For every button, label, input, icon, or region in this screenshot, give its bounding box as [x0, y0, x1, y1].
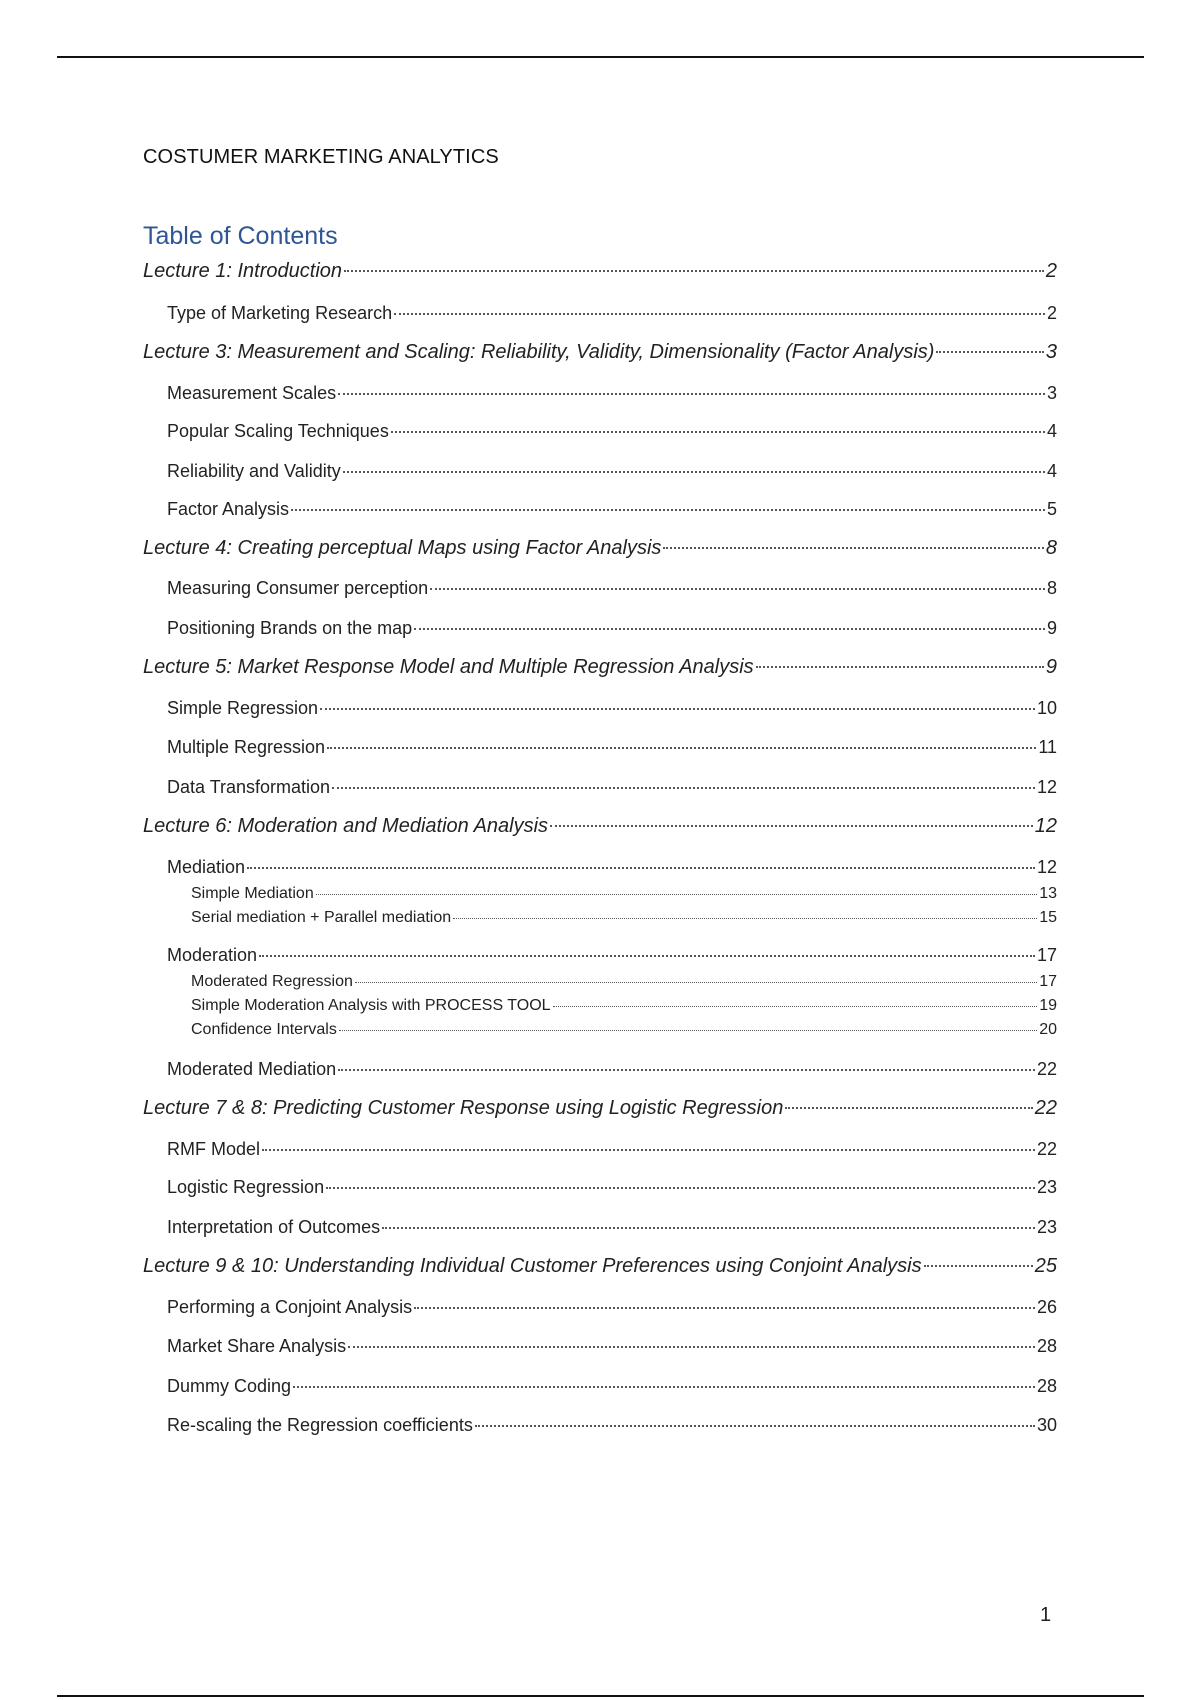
toc-entry-page: 22	[1036, 1059, 1057, 1079]
toc-entry-page: 11	[1038, 737, 1057, 757]
toc-entry-page: 26	[1036, 1297, 1057, 1317]
toc-entry-label: Moderated Regression	[191, 973, 353, 990]
toc-entry[interactable]	[143, 341, 1057, 364]
toc-entry[interactable]	[167, 421, 1057, 442]
toc-entry-page: 25	[1034, 1255, 1057, 1277]
toc-entry-label: Re-scaling the Regression coefficients	[167, 1415, 473, 1435]
dot-leader	[414, 1307, 1035, 1309]
toc-entry[interactable]	[191, 909, 1057, 927]
toc-entry-label: Logistic Regression	[167, 1177, 325, 1197]
toc-entry-label: RMF Model	[167, 1139, 261, 1159]
toc-entry[interactable]	[167, 1297, 1057, 1318]
toc-entry-label: Lecture 7 & 8: Predicting Customer Response using Logistic Regression	[143, 1097, 784, 1119]
toc-entry-label: Market Share Analysis	[167, 1336, 347, 1356]
toc-entry-page: 8	[1046, 578, 1057, 598]
toc-entry-page: 23	[1036, 1177, 1057, 1197]
toc-entry[interactable]	[167, 1217, 1057, 1238]
toc-entry-page: 3	[1045, 341, 1057, 363]
dot-leader	[355, 982, 1037, 983]
dot-leader	[291, 509, 1045, 511]
dot-leader	[550, 825, 1033, 827]
dot-leader	[262, 1149, 1035, 1151]
dot-leader	[475, 1425, 1035, 1427]
toc-entry[interactable]	[143, 1097, 1057, 1120]
toc-entry-label: Performing a Conjoint Analysis	[167, 1297, 413, 1317]
toc-entry-label: Factor Analysis	[167, 499, 290, 519]
toc-entry[interactable]	[143, 815, 1057, 838]
toc-entry-page: 10	[1036, 698, 1057, 718]
toc-entry-label: Moderated Mediation	[167, 1059, 337, 1079]
toc-entry-page: 9	[1045, 656, 1057, 678]
dot-leader	[327, 747, 1036, 749]
toc-entry-label: Lecture 1: Introduction	[143, 260, 343, 282]
toc-entry-page: 15	[1039, 909, 1057, 926]
dot-leader	[348, 1346, 1035, 1348]
toc-entry[interactable]	[167, 945, 1057, 966]
dot-leader	[453, 918, 1037, 919]
toc-entry[interactable]	[167, 618, 1057, 639]
toc-entry[interactable]	[167, 777, 1057, 798]
toc-heading: Table of Contents	[143, 222, 338, 250]
toc-entry-label: Measurement Scales	[167, 383, 337, 403]
dot-leader	[293, 1386, 1035, 1388]
toc-entry-label: Lecture 9 & 10: Understanding Individual Customer Preferences using Conjoint Analysis	[143, 1255, 922, 1277]
toc-entry-label: Type of Marketing Research	[167, 303, 393, 323]
toc-entry-label: Measuring Consumer perception	[167, 578, 429, 598]
bottom-rule	[57, 1695, 1144, 1697]
toc-entry-page: 23	[1036, 1217, 1057, 1237]
toc-entry[interactable]	[167, 303, 1057, 324]
toc-entry-page: 9	[1046, 618, 1057, 638]
toc-entry[interactable]	[143, 260, 1057, 283]
dot-leader	[247, 867, 1035, 869]
toc-entry-page: 5	[1046, 499, 1057, 519]
toc-entry[interactable]	[167, 1336, 1057, 1357]
toc-entry-page: 17	[1036, 945, 1057, 965]
top-rule	[57, 56, 1144, 58]
toc-entry-label: Dummy Coding	[167, 1376, 292, 1396]
toc-entry[interactable]	[143, 1255, 1057, 1278]
toc-entry[interactable]	[167, 578, 1057, 599]
dot-leader	[414, 628, 1045, 630]
toc-entry-page: 12	[1036, 857, 1057, 877]
toc-entry-label: Reliability and Validity	[167, 461, 341, 481]
dot-leader	[663, 547, 1043, 549]
toc-entry-page: 8	[1045, 537, 1057, 559]
toc-entry-page: 2	[1046, 303, 1057, 323]
dot-leader	[344, 270, 1044, 272]
toc-entry-label: Serial mediation + Parallel mediation	[191, 909, 452, 926]
dot-leader	[338, 1069, 1035, 1071]
toc-entry[interactable]	[167, 857, 1057, 878]
toc-entry-label: Simple Moderation Analysis with PROCESS TOOL	[191, 997, 551, 1014]
dot-leader	[316, 894, 1037, 895]
dot-leader	[339, 1030, 1037, 1031]
dot-leader	[430, 588, 1045, 590]
toc-entry-label: Lecture 3: Measurement and Scaling: Reliability, Validity, Dimensionality (Factor Analysis)	[143, 341, 935, 363]
toc-entry[interactable]	[167, 737, 1057, 758]
toc-entry-label: Interpretation of Outcomes	[167, 1217, 381, 1237]
toc-entry-label: Lecture 4: Creating perceptual Maps using Factor Analysis	[143, 537, 662, 559]
toc-entry[interactable]	[167, 1415, 1057, 1436]
toc-entry-page: 20	[1039, 1021, 1057, 1038]
toc-entry-page: 2	[1045, 260, 1057, 282]
dot-leader	[391, 431, 1045, 433]
dot-leader	[320, 708, 1035, 710]
toc-entry-page: 12	[1036, 777, 1057, 797]
toc-entry[interactable]	[167, 1059, 1057, 1080]
dot-leader	[756, 666, 1044, 668]
dot-leader	[394, 313, 1045, 315]
toc-entry-label: Lecture 5: Market Response Model and Multiple Regression Analysis	[143, 656, 754, 678]
toc-entry[interactable]	[191, 885, 1057, 903]
toc-entry-page: 28	[1036, 1376, 1057, 1396]
toc-entry-label: Data Transformation	[167, 777, 331, 797]
toc-entry-label: Simple Mediation	[191, 885, 314, 902]
dot-leader	[326, 1187, 1035, 1189]
toc-entry-page: 22	[1034, 1097, 1057, 1119]
toc-entry-page: 13	[1039, 885, 1057, 902]
toc-entry[interactable]	[167, 461, 1057, 482]
dot-leader	[332, 787, 1035, 789]
toc-entry[interactable]	[167, 1139, 1057, 1160]
document-title: COSTUMER MARKETING ANALYTICS	[143, 146, 499, 168]
toc-entry-label: Popular Scaling Techniques	[167, 421, 389, 441]
toc-entry[interactable]	[167, 1177, 1057, 1198]
toc-entry-page: 22	[1036, 1139, 1057, 1159]
toc-entry-page: 3	[1046, 383, 1057, 403]
dot-leader	[343, 471, 1045, 473]
toc-entry-label: Confidence Intervals	[191, 1021, 337, 1038]
page-number: 1	[1040, 1604, 1052, 1626]
toc-entry-page: 4	[1046, 421, 1057, 441]
toc-entry[interactable]	[191, 997, 1057, 1015]
toc-entry-label: Lecture 6: Moderation and Mediation Analysis	[143, 815, 549, 837]
dot-leader	[382, 1227, 1035, 1229]
toc-entry-page: 30	[1036, 1415, 1057, 1435]
dot-leader	[924, 1265, 1033, 1267]
toc-entry[interactable]	[167, 499, 1057, 520]
toc-entry[interactable]	[167, 383, 1057, 404]
toc-entry[interactable]	[191, 1021, 1057, 1039]
toc-entry-page: 28	[1036, 1336, 1057, 1356]
dot-leader	[936, 351, 1043, 353]
toc-entry[interactable]	[143, 656, 1057, 679]
toc-entry[interactable]	[167, 698, 1057, 719]
toc-entry-label: Mediation	[167, 857, 246, 877]
dot-leader	[259, 955, 1035, 957]
dot-leader	[553, 1006, 1038, 1007]
toc-entry-label: Simple Regression	[167, 698, 319, 718]
toc-entry-page: 12	[1034, 815, 1057, 837]
dot-leader	[338, 393, 1045, 395]
toc-entry-page: 4	[1046, 461, 1057, 481]
toc-entry-label: Positioning Brands on the map	[167, 618, 413, 638]
dot-leader	[785, 1107, 1032, 1109]
toc-entry-label: Moderation	[167, 945, 258, 965]
toc-entry-page: 19	[1039, 997, 1057, 1014]
toc-entry-page: 17	[1039, 973, 1057, 990]
toc-entry[interactable]	[191, 973, 1057, 991]
toc-entry[interactable]	[143, 537, 1057, 560]
toc-entry[interactable]	[167, 1376, 1057, 1397]
toc-entry-label: Multiple Regression	[167, 737, 326, 757]
